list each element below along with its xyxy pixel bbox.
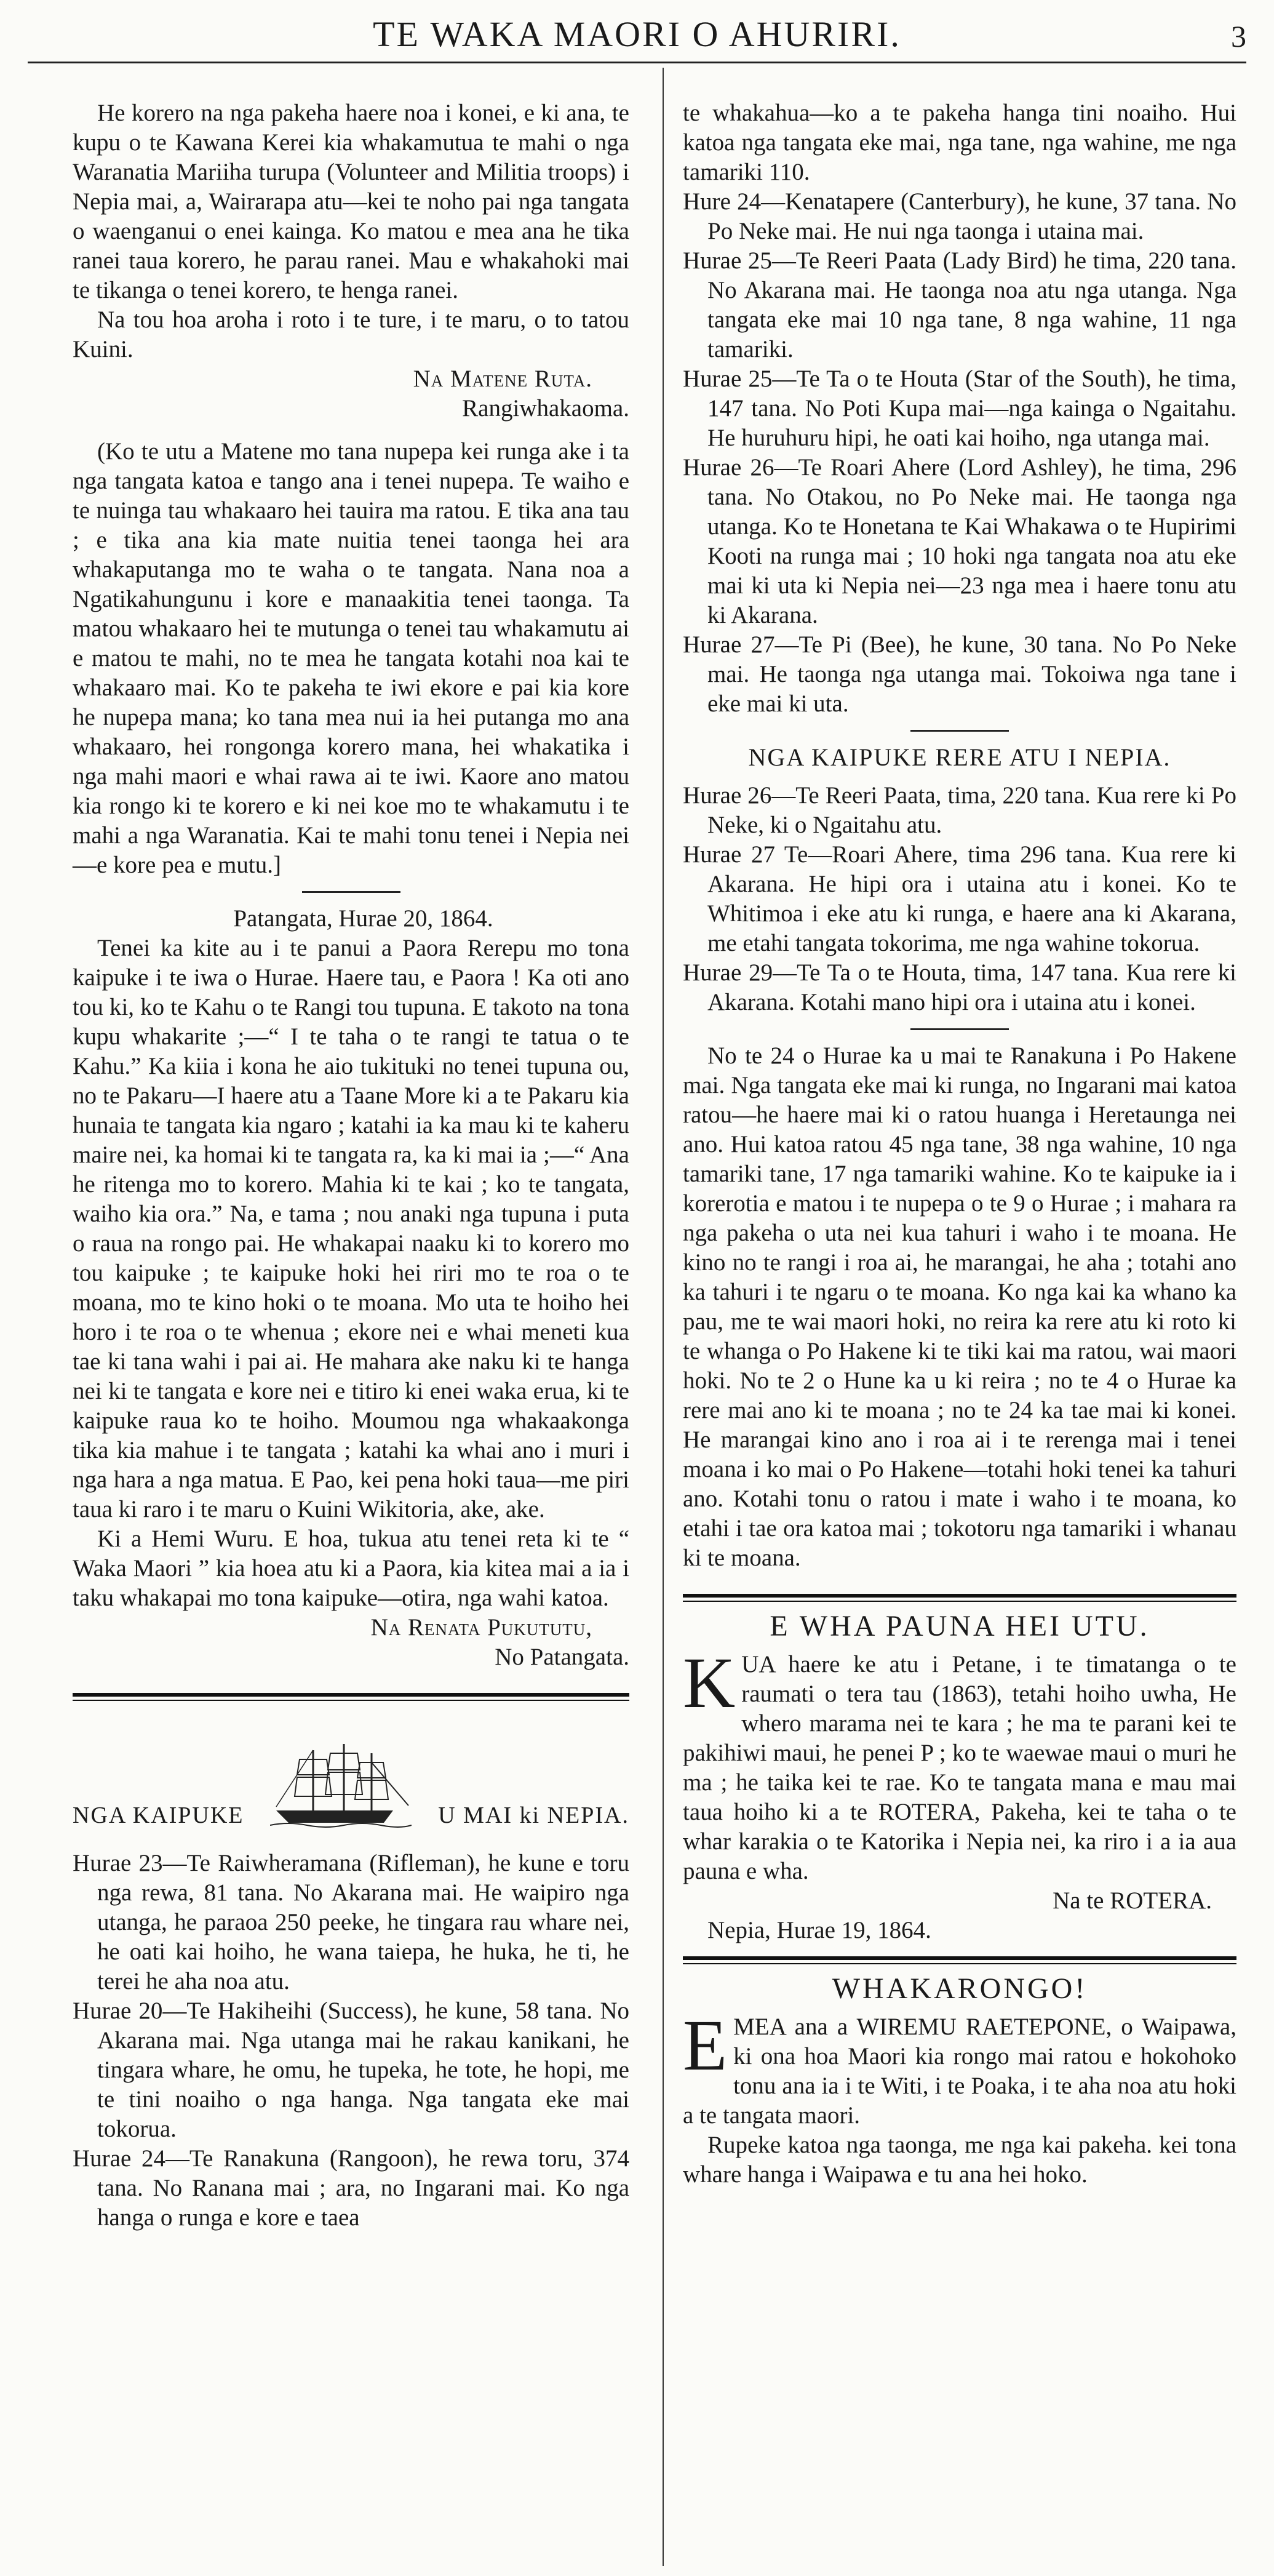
reward-text: UA haere ke atu i Petane, i te timatanga o te raumati o tera tau (1863), tetahi hoiho uwha, He whero marama nei te kara ; he ma te parani kei te pakihiwi maui, he penei P ; ko te waewae maui o muri he ma ; he taika kei te rae. Ko te tangata mana e mau mai taua hoiho ki a te ROTERA, Pakeha, kei te taha o te whar karakia o te Katorika i Nepia nei, ka riro i a ia aua pauna e wha. [683,1651,1236,1884]
ships-heading-right: U MAI ki NEPIA. [438,1802,629,1828]
reward-signature: Na te ROTERA. [1053,1887,1212,1914]
letter-place: Rangiwhakaoma. [462,395,629,422]
masthead-title: TE WAKA MAORI O AHURIRI. [373,14,901,54]
reward-title: E WHA PAUNA HEI UTU. [770,1610,1150,1642]
departure-entry: Hurae 27 Te—Roari Ahere, tima 296 tana. Kua rere ki Akarana. He hipi ora i utaina atu i konei. Ko te Whitimoa i eke atu ki runga, e haere ana ki Akarana, me etahi tangata tokorima, me nga wahine tokorua. [683,841,1236,956]
dateline: Patangata, Hurae 20, 1864. [233,905,493,932]
arrival-entry: Hurae 27—Te Pi (Bee), he kune, 30 tana. No Po Neke mai. He taonga nga utanga mai. Tokoiwa nga tane i eke mai ki uta. [683,631,1236,717]
editor-note: (Ko te utu a Matene mo tana nupepa kei runga ake i ta nga tangata katoa e tango ana i tenei nupepa. Te waiho e te nuinga tau whakaaro hei tauira ma ratou. E tika ana tau ; e tika ana kia mate nuitia tenei taonga hei ara whakaputanga mo te waha o te tangata. Nana noa a Ngatikahungunu i kore e manaakitia tenei taonga. Ta matou whakaaro hei te mutunga o tenei tau whakamutu ai e matou te mahi, no te mea he tangata kotahi noa kai te whakaaro mai. Ko te pakeha te iwi ekore e pai kia kore he nupepa mana; ko tana mea nui ia hei putanga mo ana whakaaro, hei rongonga korero mana, hei whakatika i nga mahi maori e whai rawa ai te iwi. Kaore ano matou kia rongo ki te korero e ki nei koe mo te whakamutu i te mahi a nga Waranatia. Kai te mahi tonu tenei i Nepia nei —e kore pea e mutu.] [73,438,629,878]
departure-entry: Hurae 26—Te Reeri Paata, tima, 220 tana. Kua rere ki Po Neke, ki o Ngaitahu atu. [683,782,1236,838]
section-double-rule [73,1693,629,1701]
reward-notice [683,1642,1236,1886]
arrival-entry: Hurae 20—Te Hakiheihi (Success), he kune, 58 tana. No Akarana mai. Nga utanga mai he rakau kanikani, he tingara whare, he omu, he tupeka, he tote, he hopi, me te tini noaiho o nga hanga. Nga tangata eke mai tokorua. [73,1998,629,2142]
divider-rule [302,891,400,893]
divider-rule [910,1028,1009,1030]
notice-dropcap: E [683,2005,728,2086]
sailing-ship-icon [270,1738,412,1830]
notice-text: MEA ana a WIREMU RAETEPONE, o Waipawa, ki ona hoa Maori kia rongo mai ratou e hokohoko tonu ana ia i te Witi, i te Poaka, i te aha noa atu hoki a te tangata maori. [683,2014,1236,2129]
arrival-entry-cont: te whakahua—ko a te pakeha hanga tini noaiho. Hui katoa nga tangata eke mai, nga tane, nga wahine, me nga tamariki 110. [683,100,1236,185]
arrival-entry: Hurae 24—Te Ranakuna (Rangoon), he rewa toru, 374 tana. No Ranana mai ; ara, no Ingarani mai. Ko nga hanga o runga e kore e taea [73,2145,629,2231]
header-rule [28,62,1246,63]
right-column [683,98,1236,2190]
letter2-paragraph: Ki a Hemi Wuru. E hoa, tukua atu tenei reta ki te “ Waka Maori ” kia hoea atu ki a Paora, kia kitea mai a ia i taku whakapai mo tona kaipuke—otira, nga wahi katoa. [73,1526,629,1611]
letter-paragraph: Na tou hoa aroha i roto i te ture, i te maru, o to tatou Kuini. [73,306,629,362]
arrival-entry: Hurae 26—Te Roari Ahere (Lord Ashley), he tima, 296 tana. No Otakou, no Po Neke mai. He taonga nga utanga. Ko te Honetana te Kai Whakawa o te Hupirimi Kooti na runga mai ; 10 hoki nga tangata noa atu eke mai ki uta ki Nepia nei—23 nga mea i haere tonu atu ki Akarana. [683,454,1236,628]
section-double-rule [683,1594,1236,1602]
notice-text-2: Rupeke katoa nga taonga, me nga kai pakeha. kei tona whare hanga i Waipawa e tu ana hei hoko. [683,2132,1236,2188]
letter-paragraph: He korero na nga pakeha haere noa i konei, e ki ana, te kupu o te Kawana Kerei kia whakamutua te mahi o nga Waranatia Mariiha turupa (Volunteer and Militia troops) i Nepia mai, a, Wairarapa atu—kei te noho pai nga tangata o waenganui o enei kainga. Ko matou e mea ana he tika ranei taua korero, he parau ranei. Mau e whakahoki mai te tikanga o tenei korero, te henga ranei. [73,100,629,303]
letter2-place: No Patangata. [495,1644,629,1670]
notice-title: WHAKARONGO! [832,1972,1088,2005]
left-column [73,98,629,2233]
divider-rule [910,730,1009,732]
ships-arrival-heading [73,1738,629,1830]
letter-signature: Na Matene Ruta. [413,366,592,392]
letter2-paragraph: Tenei ka kite au i te panui a Paora Rerepu mo tona kaipuke i te iwa o Hurae. Haere tau, e Paora ! Ka oti ano tou ki, ko te Kahu o te Rangi tou tupuna. E takoto na tona kupu whakarite ;—“ I te taha o te rangi te tatua o te Kahu.” Ka kiia i kona he aio tukituki no tenei tupuna ou, no te Pakaru—I haere atu a Taane More ki a te Pakaru kia hunaia te tangata kia ngaro ; katahi ia ka mau ki te kaheru maire nei, ka homai ki te tangata ra, ka ki mai ia ;—“ Ana he ritenga mo to korero. Mahia ki te kai ; ko te tangata, waiho kia ora.” Na, e tama ; nou anaki nga tupuna i puta o raua na rongo pai. He whakapai naaku ki to korero mo tou kaipuke ; te kaipuke hoki hei riri mo te roa o te moana, mo te kino hoki o te moana. Mo uta te hoiho hei horo i te roa o te whenua ; ekore nei e whai meneti kua tae ki tana wahi i pai ai. He mahara ake naku ki te hanga nei ki te tangata e kore nei e titiro ki enei waka erua, ki te kaipuke raua ko te hoiho. Moumou nga whakaakonga tika kia mahue i te tangata ; katahi ka whai ano i muri i nga hara a nga matua. E Pao, kei pena hoki taua—me piri taua ki raro i te maru o Kuini Wikitoria, ake, ake. [73,935,629,1522]
reward-dropcap: K [683,1642,736,1723]
departures-title: NGA KAIPUKE RERE ATU I NEPIA. [748,743,1171,771]
column-divider [663,68,664,2566]
reward-date: Nepia, Hurae 19, 1864. [707,1917,931,1943]
arrival-entry: Hurae 25—Te Reeri Paata (Lady Bird) he tima, 220 tana. No Akarana mai. He taonga noa atu nga utanga. Nga tangata eke mai 10 nga tane, 8 nga wahine, 11 nga tamariki. [683,247,1236,362]
page-number: 3 [1231,19,1246,54]
notice-body [683,2005,1236,2130]
section-double-rule [683,1956,1236,1964]
arrival-entry: Hurae 23—Te Raiwheramana (Rifleman), he kune e toru nga rewa, 81 tana. No Akarana mai. He waipiro nga utanga, he paraoa 250 peeke, he tingara rau whare nei, he oati kai hoiho, he wana taiepa, he huka, he ti, he terei he aha noa atu. [73,1850,629,1994]
arrival-entry: Hurae 25—Te Ta o te Houta (Star of the South), he tima, 147 tana. No Poti Kupa mai—nga kainga o Ngaitahu. He huruhuru hipi, he oati kai hoiho, nga utanga mai. [683,366,1236,451]
ships-heading-left: NGA KAIPUKE [73,1802,244,1828]
arrival-entry: Hure 24—Kenatapere (Canterbury), he kune, 37 tana. No Po Neke mai. He nui nga taonga i utaina mai. [683,188,1236,244]
departure-entry: Hurae 29—Te Ta o te Houta, tima, 147 tana. Kua rere ki Akarana. Kotahi mano hipi ora i utaina atu i konei. [683,959,1236,1015]
rangoon-paragraph: No te 24 o Hurae ka u mai te Ranakuna i Po Hakene mai. Nga tangata eke mai ki runga, no Ingarani mai katoa ratou—he haere mai ki o ratou huanga i Heretaunga nei ano. Hui katoa ratou 45 nga tane, 38 nga wahine, 10 nga tamariki tane, 17 nga tamariki wahine. Ko te kaipuke ia i korerotia e matou i te nupepa o te 9 o Hurae ; i mahara ra nga pakeha o uta nei kua tahuri i waho i te moana. He kino no te rangi i roa ai, he marangai, he aha ; totahi ano ka tahuri i te ngaru o te moana. Ko nga kai ka whano ka pau, me te wai maori hoki, no reira ka rere atu ki roto ki te whanga o Po Hakene ki te tiki kai ma ratou, wai maori hoki. No te 2 o Hune ka u ki reira ; no te 4 o Hurae ka rere mai ano ki te moana ; no te 24 ka tae mai ki konei. He marangai kino ano i roa ai i te rerenga mai i tenei moana i ko mai o Po Hakene—totahi hoki tenei ka tahuri ano. Kotahi tonu o ratou i mate i waho i te moana, ko etahi i tae ora katoa mai ; tokotoru nga tamariki i whanau ki te moana. [683,1042,1236,1571]
page-header [0,0,1274,62]
letter2-signature: Na Renata Pukututu, [370,1614,592,1641]
